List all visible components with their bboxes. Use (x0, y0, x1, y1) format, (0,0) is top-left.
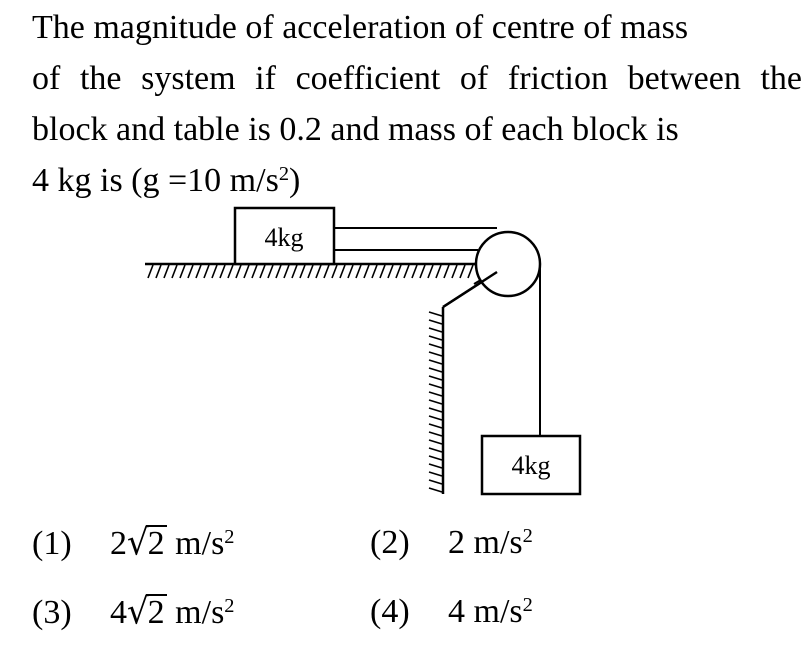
sqrt-icon: √ (127, 522, 149, 564)
question-line-3: block and table is 0.2 and mass of each block is (32, 111, 679, 148)
block-hanging-label: 4kg (511, 451, 551, 480)
option-1-coefficient: 2 (110, 525, 127, 562)
option-3-coefficient: 4 (110, 594, 127, 631)
question-line-1: The magnitude of acceleration of centre of mass (32, 9, 689, 46)
pulley-wheel (476, 232, 540, 296)
option-3-sqrt (127, 592, 167, 633)
option-2-number: (2) (370, 524, 410, 561)
option-4-value: 4 m/s (448, 593, 523, 630)
question-line-4-main: 4 kg is (g =10 m/s (32, 162, 279, 199)
option-1[interactable] (32, 523, 235, 564)
question-line-4-end: ) (289, 162, 301, 199)
option-2[interactable] (370, 523, 533, 563)
option-3[interactable] (32, 592, 235, 633)
wall-hatch (429, 312, 442, 492)
option-4[interactable] (370, 592, 533, 632)
question-line-4-exponent: 2 (278, 162, 290, 185)
option-1-radicand: 2 (147, 525, 165, 562)
option-1-unit: m/s (175, 525, 225, 562)
block-on-table-label: 4kg (264, 223, 304, 252)
option-2-exponent: 2 (522, 524, 533, 547)
option-4-exponent: 2 (522, 593, 533, 616)
option-1-number: (1) (32, 525, 72, 562)
option-1-sqrt (127, 523, 167, 564)
option-4-number: (4) (370, 593, 410, 630)
sqrt-icon: √ (127, 591, 149, 633)
option-3-exponent: 2 (224, 594, 235, 617)
question-line-2: of the system if coefficient of friction between the (32, 60, 802, 97)
option-3-radicand: 2 (147, 594, 165, 631)
option-1-exponent: 2 (224, 525, 235, 548)
option-2-value: 2 m/s (448, 524, 523, 561)
table-hatch (148, 265, 473, 278)
option-3-number: (3) (32, 594, 72, 631)
option-3-unit: m/s (175, 594, 225, 631)
